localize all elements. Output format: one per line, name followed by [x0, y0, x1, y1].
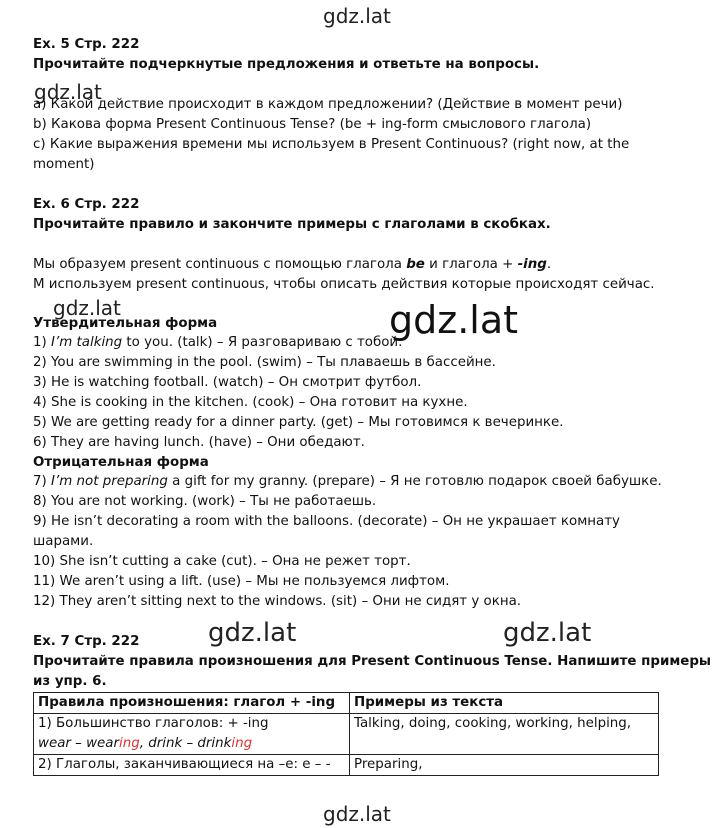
ex6-rule-1 [33, 255, 551, 275]
item-text: a gift for my granny. (prepare) – Я не готовлю подарок своей бабушке. [167, 474, 662, 489]
rule-example [38, 734, 345, 754]
list-item: 4) She is cooking in the kitchen. (cook) – Она готовит на кухне. [33, 395, 468, 410]
table-header-cell: Правила произношения: глагол + -ing [34, 693, 350, 714]
list-item: 9) He isn’t decorating a room with the balloons. (decorate) – Он не украшает комнату [33, 514, 620, 529]
list-item [33, 472, 662, 492]
table-cell [34, 714, 350, 755]
ex5-task: Прочитайте подчеркнутые предложения и ответьте на вопросы. [33, 57, 540, 72]
example-ending: ing [119, 736, 140, 751]
ex6-task: Прочитайте правило и закончите примеры с глаголами в скобках. [33, 217, 551, 232]
list-item: 8) You are not working. (work) – Ты не работаешь. [33, 494, 377, 509]
watermark: gdz.lat [34, 80, 102, 104]
ex7-title: Ex. 7 Стр. 222 [33, 634, 140, 649]
example-ending: ing [231, 736, 253, 751]
item-italic: I’m talking [51, 335, 123, 350]
watermark: gdz.lat [323, 802, 391, 826]
table-cell: 2) Глаголы, заканчивающиеся на –е: е – - [34, 755, 350, 776]
pronunciation-table [33, 692, 659, 776]
item-num: 7) [33, 474, 52, 489]
table-header-row [34, 693, 659, 714]
ex5-question-c: c) Какие выражения времени мы используем в Present Continuous? (right now, at the [33, 137, 630, 152]
ex5-question-c-cont: moment) [33, 157, 95, 172]
ex5-question-b: b) Какова форма Present Continuous Tense? (be + ing-form смыслового глагола) [33, 117, 592, 132]
example-text: , drink – drink [139, 736, 232, 751]
list-item: 2) You are swimming in the pool. (swim) – Ты плаваешь в бассейне. [33, 355, 496, 370]
item-italic: I’m not preparing [51, 474, 168, 489]
ex7-task: Прочитайте правила произношения для Present Continuous Tense. Напишите примеры [33, 654, 712, 669]
list-item: 6) They are having lunch. (have) – Они обедают. [33, 435, 365, 450]
rule-text: Мы образуем present continuous с помощью глагола [33, 257, 407, 272]
watermark: gdz.lat [323, 4, 391, 28]
watermark: gdz.lat [208, 618, 297, 648]
rule-text: . [546, 257, 552, 272]
watermark: gdz.lat [389, 298, 519, 342]
list-item: 10) She isn’t cutting a cake (cut). – Она не режет торт. [33, 554, 411, 569]
table-row [34, 714, 659, 755]
ex6-rule-2: М используем present continuous, чтобы описать действия которые происходят сейчас. [33, 277, 655, 292]
table-cell: Preparing, [350, 755, 659, 776]
list-item: 11) We aren’t using a lift. (use) – Мы не пользуемся лифтом. [33, 574, 450, 589]
affirmative-title: Утвердительная форма [33, 316, 218, 331]
ex5-question-a: a) Какой действие происходит в каждом предложении? (Действие в момент речи) [33, 97, 623, 112]
list-item: 5) We are getting ready for a dinner party. (get) – Мы готовимся к вечеринке. [33, 415, 564, 430]
table-cell: Talking, doing, cooking, working, helping, [350, 714, 659, 755]
list-item-cont: шарами. [33, 534, 94, 549]
table-row [34, 755, 659, 776]
rule-line: 1) Большинство глаголов: + -ing [38, 716, 269, 731]
watermark: gdz.lat [53, 296, 121, 320]
watermark: gdz.lat [503, 618, 592, 648]
ex5-title: Ex. 5 Стр. 222 [33, 37, 140, 52]
rule-be: be [406, 257, 425, 272]
rule-ing: -ing [517, 257, 547, 272]
item-num: 1) [33, 335, 52, 350]
list-item [33, 333, 402, 353]
negative-title: Отрицательная форма [33, 455, 209, 470]
rule-text: и глагола + [424, 257, 518, 272]
item-text: to you. (talk) – Я разговариваю с тобой. [122, 335, 403, 350]
example-text: wear – wear [38, 736, 120, 751]
table-header-cell: Примеры из текста [350, 693, 659, 714]
list-item: 12) They aren’t sitting next to the windows. (sit) – Они не сидят у окна. [33, 594, 522, 609]
ex7-task-cont: из упр. 6. [33, 674, 107, 689]
list-item: 3) He is watching football. (watch) – Он смотрит футбол. [33, 375, 422, 390]
ex6-title: Ex. 6 Стр. 222 [33, 197, 140, 212]
